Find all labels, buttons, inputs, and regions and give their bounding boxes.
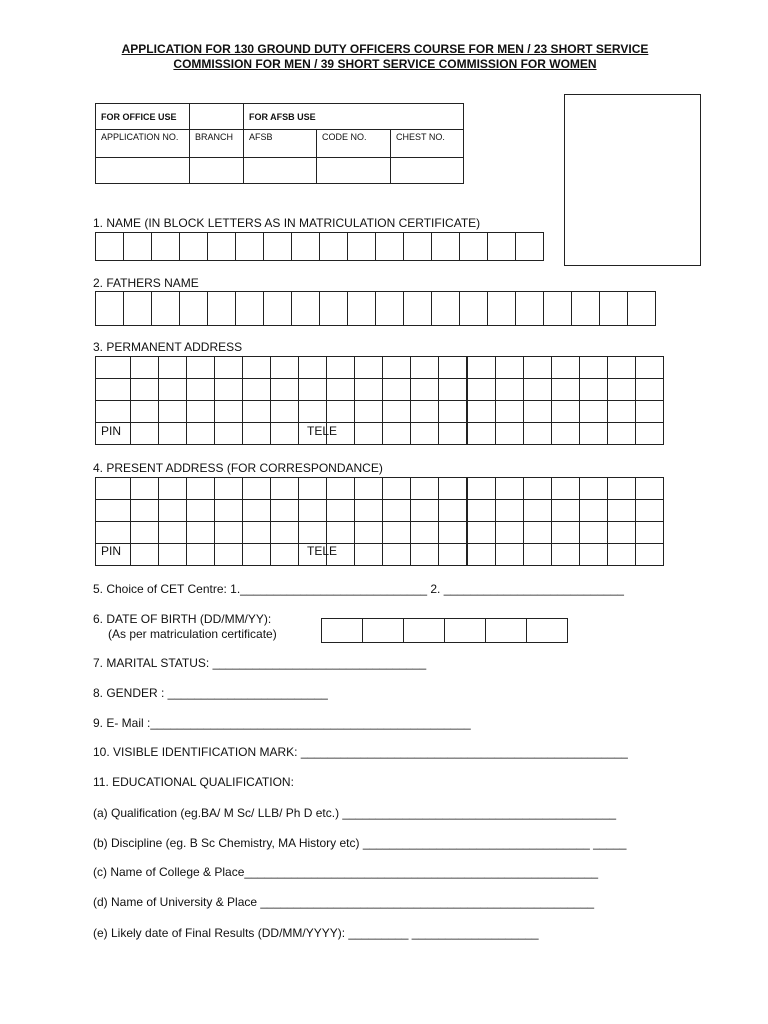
form-title (60, 42, 710, 72)
permanent-address-box[interactable] (271, 357, 299, 379)
permanent-address-box[interactable] (636, 401, 664, 423)
name-box[interactable] (152, 233, 180, 261)
present-address-box[interactable] (552, 500, 580, 522)
permanent-tele-label: TELE (307, 424, 338, 438)
present-address-box[interactable] (439, 544, 468, 566)
permanent-address-box[interactable] (439, 401, 468, 423)
permanent-address-box[interactable] (496, 423, 524, 445)
dob-note: (As per matriculation certificate) (108, 627, 277, 641)
permanent-address-box[interactable] (187, 401, 215, 423)
fathers-name-box[interactable] (264, 292, 292, 326)
present-address-box[interactable] (636, 544, 664, 566)
present-address-box[interactable] (636, 500, 664, 522)
permanent-address-box[interactable] (96, 357, 131, 379)
present-address-box[interactable] (524, 478, 552, 500)
chest-no-field[interactable] (391, 158, 464, 184)
fathers-name-box[interactable] (544, 292, 572, 326)
branch-label: BRANCH (190, 130, 244, 158)
identification-mark-field[interactable]: 10. VISIBLE IDENTIFICATION MARK: _________________________________________________ (93, 745, 628, 759)
name-box[interactable] (516, 233, 544, 261)
present-address-box[interactable] (496, 478, 524, 500)
permanent-address-box[interactable] (580, 423, 608, 445)
college-field[interactable]: (c) Name of College & Place_____________________________________________________ (93, 865, 599, 879)
permanent-address-box[interactable] (524, 423, 552, 445)
present-address-box[interactable] (467, 522, 496, 544)
permanent-address-box[interactable] (439, 379, 468, 401)
permanent-address-label: 3. PERMANENT ADDRESS (93, 340, 243, 354)
present-address-box[interactable] (383, 522, 411, 544)
present-address-box[interactable] (608, 500, 636, 522)
title-line-1: APPLICATION FOR 130 GROUND DUTY OFFICERS COURSE FOR MEN / 23 SHORT SERVICE (121, 42, 649, 56)
present-address-box[interactable] (327, 500, 355, 522)
present-address-box[interactable] (187, 522, 215, 544)
permanent-address-box[interactable] (215, 401, 243, 423)
name-box[interactable] (124, 233, 152, 261)
present-address-box[interactable] (467, 500, 496, 522)
fathers-name-grid[interactable] (95, 291, 656, 326)
present-address-box[interactable] (355, 522, 383, 544)
present-address-box[interactable] (96, 500, 131, 522)
present-address-box[interactable] (636, 478, 664, 500)
dob-label: 6. DATE OF BIRTH (DD/MM/YY): (93, 612, 272, 626)
present-address-box[interactable] (383, 478, 411, 500)
permanent-address-box[interactable] (327, 379, 355, 401)
permanent-address-box[interactable] (355, 423, 383, 445)
name-box[interactable] (488, 233, 516, 261)
permanent-address-box[interactable] (96, 401, 131, 423)
present-address-box[interactable] (383, 500, 411, 522)
email-field[interactable]: 9. E- Mail :________________________________________________ (93, 716, 471, 730)
permanent-address-box[interactable] (243, 379, 271, 401)
name-box[interactable] (96, 233, 124, 261)
dob-box[interactable] (527, 619, 568, 643)
present-address-box[interactable] (243, 478, 271, 500)
permanent-address-box[interactable] (327, 401, 355, 423)
permanent-address-grid[interactable] (95, 356, 664, 445)
present-address-box[interactable] (496, 544, 524, 566)
present-address-box[interactable] (552, 544, 580, 566)
permanent-address-box[interactable] (467, 401, 496, 423)
name-box[interactable] (180, 233, 208, 261)
application-no-field[interactable] (96, 158, 190, 184)
present-address-box[interactable] (580, 500, 608, 522)
present-address-box[interactable] (131, 500, 159, 522)
fathers-name-box[interactable] (292, 292, 320, 326)
permanent-address-box[interactable] (608, 357, 636, 379)
present-address-box[interactable] (96, 478, 131, 500)
fathers-name-box[interactable] (572, 292, 600, 326)
present-address-box[interactable] (439, 500, 468, 522)
office-empty-cell (190, 104, 244, 130)
name-box[interactable] (292, 233, 320, 261)
present-address-box[interactable] (131, 478, 159, 500)
present-address-box[interactable] (411, 544, 439, 566)
permanent-address-box[interactable] (608, 401, 636, 423)
dob-box[interactable] (445, 619, 486, 643)
name-box[interactable] (376, 233, 404, 261)
permanent-address-box[interactable] (524, 357, 552, 379)
permanent-address-box[interactable] (524, 379, 552, 401)
discipline-field[interactable]: (b) Discipline (eg. B Sc Chemistry, MA History etc) __________________________________ _____ (93, 836, 627, 850)
permanent-address-box[interactable] (243, 423, 271, 445)
permanent-address-box[interactable] (355, 401, 383, 423)
present-address-box[interactable] (496, 522, 524, 544)
permanent-address-box[interactable] (271, 379, 299, 401)
name-label: 1. NAME (IN BLOCK LETTERS AS IN MATRICULATION CERTIFICATE) (93, 216, 481, 230)
fathers-name-box[interactable] (460, 292, 488, 326)
present-tele-label: TELE (307, 544, 338, 558)
present-address-box[interactable] (608, 522, 636, 544)
permanent-address-box[interactable] (552, 423, 580, 445)
present-address-box[interactable] (159, 544, 187, 566)
fathers-name-box[interactable] (376, 292, 404, 326)
present-address-grid[interactable] (95, 477, 664, 566)
fathers-name-box[interactable] (124, 292, 152, 326)
permanent-address-box[interactable] (243, 357, 271, 379)
present-address-box[interactable] (552, 478, 580, 500)
present-address-box[interactable] (271, 500, 299, 522)
present-address-box[interactable] (355, 544, 383, 566)
permanent-address-box[interactable] (271, 401, 299, 423)
name-box[interactable] (460, 233, 488, 261)
present-pin-label: PIN (101, 544, 122, 558)
present-address-box[interactable] (580, 478, 608, 500)
permanent-address-box[interactable] (355, 357, 383, 379)
present-address-box[interactable] (131, 522, 159, 544)
present-address-box[interactable] (327, 478, 355, 500)
present-address-box[interactable] (552, 522, 580, 544)
present-address-box[interactable] (411, 478, 439, 500)
permanent-address-box[interactable] (383, 401, 411, 423)
permanent-address-box[interactable] (411, 357, 439, 379)
name-box[interactable] (404, 233, 432, 261)
permanent-address-box[interactable] (383, 423, 411, 445)
permanent-address-box[interactable] (580, 357, 608, 379)
permanent-address-box[interactable] (131, 357, 159, 379)
present-address-box[interactable] (383, 544, 411, 566)
permanent-address-box[interactable] (411, 379, 439, 401)
permanent-address-box[interactable] (411, 401, 439, 423)
application-no-label: APPLICATION NO. (96, 130, 190, 158)
name-grid[interactable] (95, 232, 544, 261)
educational-qualification-label: 11. EDUCATIONAL QUALIFICATION: (93, 775, 294, 789)
permanent-address-box[interactable] (383, 357, 411, 379)
permanent-address-box[interactable] (299, 379, 327, 401)
fathers-name-box[interactable] (180, 292, 208, 326)
permanent-address-box[interactable] (187, 423, 215, 445)
permanent-address-box[interactable] (467, 423, 496, 445)
afsb-field[interactable] (244, 158, 317, 184)
permanent-address-box[interactable] (552, 401, 580, 423)
permanent-address-box[interactable] (159, 423, 187, 445)
present-address-box[interactable] (159, 500, 187, 522)
dob-grid[interactable] (321, 618, 568, 643)
permanent-address-box[interactable] (636, 357, 664, 379)
name-box[interactable] (348, 233, 376, 261)
fathers-name-box[interactable] (628, 292, 656, 326)
name-box[interactable] (208, 233, 236, 261)
present-address-box[interactable] (159, 478, 187, 500)
branch-field[interactable] (190, 158, 244, 184)
permanent-address-box[interactable] (636, 379, 664, 401)
present-address-box[interactable] (215, 522, 243, 544)
university-field[interactable]: (d) Name of University & Place __________________________________________________ (93, 895, 595, 909)
permanent-address-box[interactable] (187, 379, 215, 401)
permanent-address-box[interactable] (299, 401, 327, 423)
present-address-box[interactable] (496, 500, 524, 522)
permanent-address-box[interactable] (243, 401, 271, 423)
present-address-box[interactable] (524, 544, 552, 566)
present-address-label: 4. PRESENT ADDRESS (FOR CORRESPONDANCE) (93, 461, 383, 475)
present-address-box[interactable] (187, 544, 215, 566)
present-address-box[interactable] (299, 478, 327, 500)
title-line-2: COMMISSION FOR MEN / 39 SHORT SERVICE COMMISSION FOR WOMEN (173, 57, 597, 71)
permanent-address-box[interactable] (552, 357, 580, 379)
name-box[interactable] (236, 233, 264, 261)
permanent-address-box[interactable] (159, 401, 187, 423)
permanent-pin-label: PIN (101, 424, 122, 438)
dob-box[interactable] (322, 619, 363, 643)
name-box[interactable] (264, 233, 292, 261)
present-address-box[interactable] (215, 544, 243, 566)
present-address-box[interactable] (327, 522, 355, 544)
present-address-box[interactable] (580, 522, 608, 544)
gender-field[interactable]: 8. GENDER : ________________________ (93, 686, 328, 700)
present-address-box[interactable] (439, 522, 468, 544)
permanent-address-box[interactable] (131, 401, 159, 423)
name-box[interactable] (432, 233, 460, 261)
name-box[interactable] (320, 233, 348, 261)
present-address-box[interactable] (215, 500, 243, 522)
fathers-name-box[interactable] (488, 292, 516, 326)
permanent-address-box[interactable] (131, 379, 159, 401)
dob-box[interactable] (486, 619, 527, 643)
permanent-address-box[interactable] (552, 379, 580, 401)
present-address-box[interactable] (411, 500, 439, 522)
present-address-box[interactable] (131, 544, 159, 566)
permanent-address-box[interactable] (383, 379, 411, 401)
present-address-box[interactable] (355, 500, 383, 522)
present-address-box[interactable] (636, 522, 664, 544)
code-no-field[interactable] (317, 158, 391, 184)
permanent-address-box[interactable] (608, 379, 636, 401)
photo-box (564, 94, 701, 266)
present-address-box[interactable] (524, 522, 552, 544)
office-use-table (95, 103, 464, 184)
permanent-address-box[interactable] (524, 401, 552, 423)
present-address-box[interactable] (467, 544, 496, 566)
permanent-address-box[interactable] (439, 423, 468, 445)
present-address-box[interactable] (271, 544, 299, 566)
permanent-address-box[interactable] (439, 357, 468, 379)
fathers-name-box[interactable] (320, 292, 348, 326)
present-address-box[interactable] (96, 522, 131, 544)
permanent-address-box[interactable] (496, 379, 524, 401)
fathers-name-label: 2. FATHERS NAME (93, 276, 199, 290)
final-results-field[interactable]: (e) Likely date of Final Results (DD/MM/YYYY): _________ ___________________ (93, 926, 539, 940)
present-address-box[interactable] (524, 500, 552, 522)
fathers-name-box[interactable] (348, 292, 376, 326)
present-address-box[interactable] (608, 478, 636, 500)
present-address-box[interactable] (215, 478, 243, 500)
code-no-label: CODE NO. (317, 130, 391, 158)
cet-centre-field[interactable]: 5. Choice of CET Centre: 1.____________________________ 2. ___________________________ (93, 582, 624, 596)
permanent-address-box[interactable] (355, 379, 383, 401)
permanent-address-box[interactable] (580, 401, 608, 423)
dob-box[interactable] (363, 619, 404, 643)
present-address-box[interactable] (299, 522, 327, 544)
fathers-name-box[interactable] (236, 292, 264, 326)
present-address-box[interactable] (299, 500, 327, 522)
present-address-box[interactable] (243, 500, 271, 522)
permanent-address-box[interactable] (496, 401, 524, 423)
permanent-address-box[interactable] (131, 423, 159, 445)
permanent-address-box[interactable] (411, 423, 439, 445)
permanent-address-box[interactable] (580, 379, 608, 401)
fathers-name-box[interactable] (96, 292, 124, 326)
permanent-address-box[interactable] (271, 423, 299, 445)
fathers-name-box[interactable] (208, 292, 236, 326)
permanent-address-box[interactable] (299, 357, 327, 379)
chest-no-label: CHEST NO. (391, 130, 464, 158)
permanent-address-box[interactable] (215, 379, 243, 401)
fathers-name-box[interactable] (600, 292, 628, 326)
permanent-address-box[interactable] (215, 423, 243, 445)
present-address-box[interactable] (467, 478, 496, 500)
for-afsb-use-label: FOR AFSB USE (244, 104, 464, 130)
present-address-box[interactable] (411, 522, 439, 544)
permanent-address-box[interactable] (159, 357, 187, 379)
permanent-address-box[interactable] (215, 357, 243, 379)
permanent-address-box[interactable] (187, 357, 215, 379)
permanent-address-box[interactable] (496, 357, 524, 379)
permanent-address-box[interactable] (159, 379, 187, 401)
present-address-box[interactable] (439, 478, 468, 500)
fathers-name-box[interactable] (404, 292, 432, 326)
dob-box[interactable] (404, 619, 445, 643)
present-address-box[interactable] (187, 478, 215, 500)
permanent-address-box[interactable] (467, 357, 496, 379)
marital-status-field[interactable]: 7. MARITAL STATUS: ________________________________ (93, 656, 427, 670)
fathers-name-box[interactable] (516, 292, 544, 326)
permanent-address-box[interactable] (636, 423, 664, 445)
present-address-box[interactable] (580, 544, 608, 566)
present-address-box[interactable] (159, 522, 187, 544)
fathers-name-box[interactable] (432, 292, 460, 326)
for-office-use-label: FOR OFFICE USE (96, 104, 190, 130)
permanent-address-box[interactable] (467, 379, 496, 401)
fathers-name-box[interactable] (152, 292, 180, 326)
permanent-address-box[interactable] (96, 379, 131, 401)
present-address-box[interactable] (243, 544, 271, 566)
permanent-address-box[interactable] (327, 357, 355, 379)
afsb-label: AFSB (244, 130, 317, 158)
present-address-box[interactable] (187, 500, 215, 522)
permanent-address-box[interactable] (608, 423, 636, 445)
qualification-field[interactable]: (a) Qualification (eg.BA/ M Sc/ LLB/ Ph D etc.) _________________________________________ (93, 806, 617, 820)
present-address-box[interactable] (243, 522, 271, 544)
present-address-box[interactable] (271, 522, 299, 544)
present-address-box[interactable] (608, 544, 636, 566)
present-address-box[interactable] (355, 478, 383, 500)
present-address-box[interactable] (271, 478, 299, 500)
